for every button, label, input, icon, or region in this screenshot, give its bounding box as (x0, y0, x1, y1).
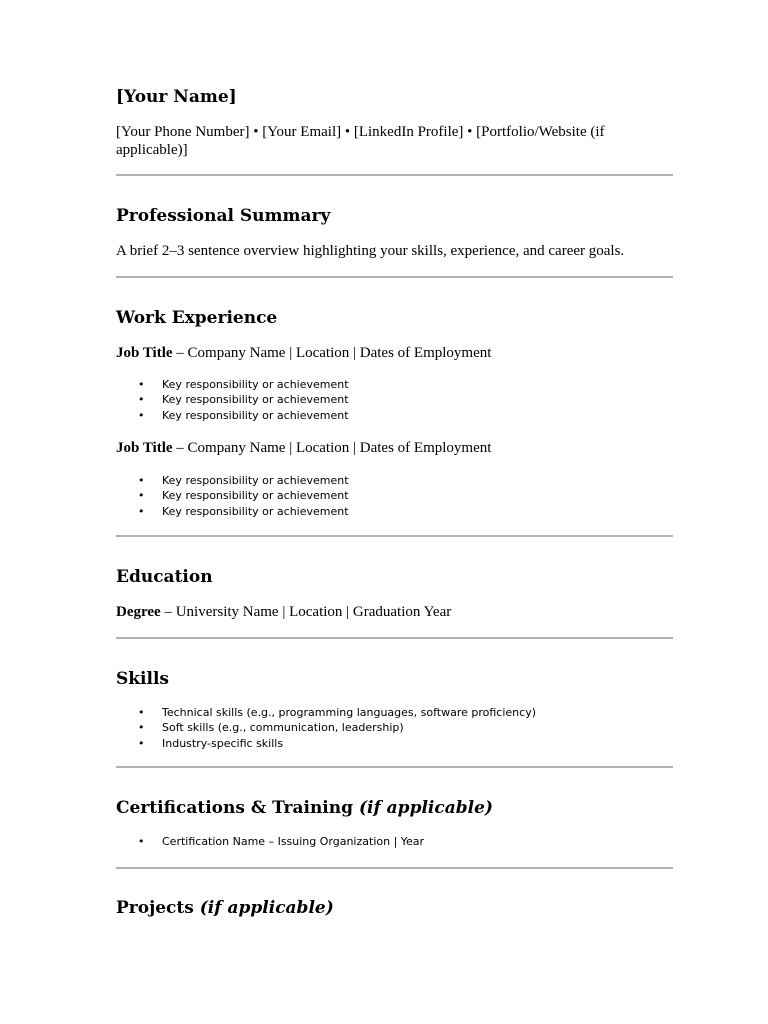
candidate-name: [Your Name] (116, 87, 237, 107)
list-item: • Key responsibility or achievement (138, 377, 349, 392)
job-title: Job Title (116, 440, 173, 456)
projects-heading-note: (if applicable) (199, 898, 334, 918)
list-item: • Technical skills (e.g., programming languages, software proficiency) (138, 705, 536, 720)
degree: Degree (116, 604, 161, 620)
skills-list (138, 705, 536, 751)
section-divider (116, 766, 673, 768)
section-divider (116, 535, 673, 537)
job-header (116, 439, 673, 457)
list-item: • Key responsibility or achievement (138, 504, 349, 519)
list-item: • Certification Name – Issuing Organization | Year (138, 834, 424, 849)
job-title: Job Title (116, 345, 173, 361)
job-bullets (138, 473, 349, 519)
job-header (116, 344, 673, 362)
skills-heading: Skills (116, 669, 170, 689)
section-divider (116, 276, 673, 278)
list-item: • Key responsibility or achievement (138, 473, 349, 488)
list-item: • Key responsibility or achievement (138, 392, 349, 407)
education-entry (116, 603, 673, 621)
job-bullets (138, 377, 349, 423)
job-details: – Company Name | Location | Dates of Employment (172, 345, 492, 361)
certifications-heading (116, 798, 493, 818)
projects-heading-text: Projects (116, 898, 200, 918)
section-divider (116, 637, 673, 639)
certifications-list (138, 834, 424, 849)
projects-heading (116, 898, 334, 918)
contact-info: [Your Phone Number] • [Your Email] • [LinkedIn Profile] • [Portfolio/Website (if applicable)] (116, 124, 605, 158)
summary-heading: Professional Summary (116, 206, 331, 226)
list-item: • Industry-specific skills (138, 736, 536, 751)
work-heading: Work Experience (116, 308, 278, 328)
section-divider (116, 867, 673, 869)
list-item: • Key responsibility or achievement (138, 488, 349, 503)
certifications-heading-note: (if applicable) (358, 798, 493, 818)
section-divider (116, 174, 673, 176)
list-item: • Soft skills (e.g., communication, leadership) (138, 720, 536, 735)
summary-text: A brief 2–3 sentence overview highlighting your skills, experience, and career goals. (116, 243, 625, 259)
job-details: – Company Name | Location | Dates of Employment (172, 440, 492, 456)
education-heading: Education (116, 567, 213, 587)
education-details: – University Name | Location | Graduation Year (160, 604, 452, 620)
certifications-heading-text: Certifications & Training (116, 798, 359, 818)
list-item: • Key responsibility or achievement (138, 408, 349, 423)
